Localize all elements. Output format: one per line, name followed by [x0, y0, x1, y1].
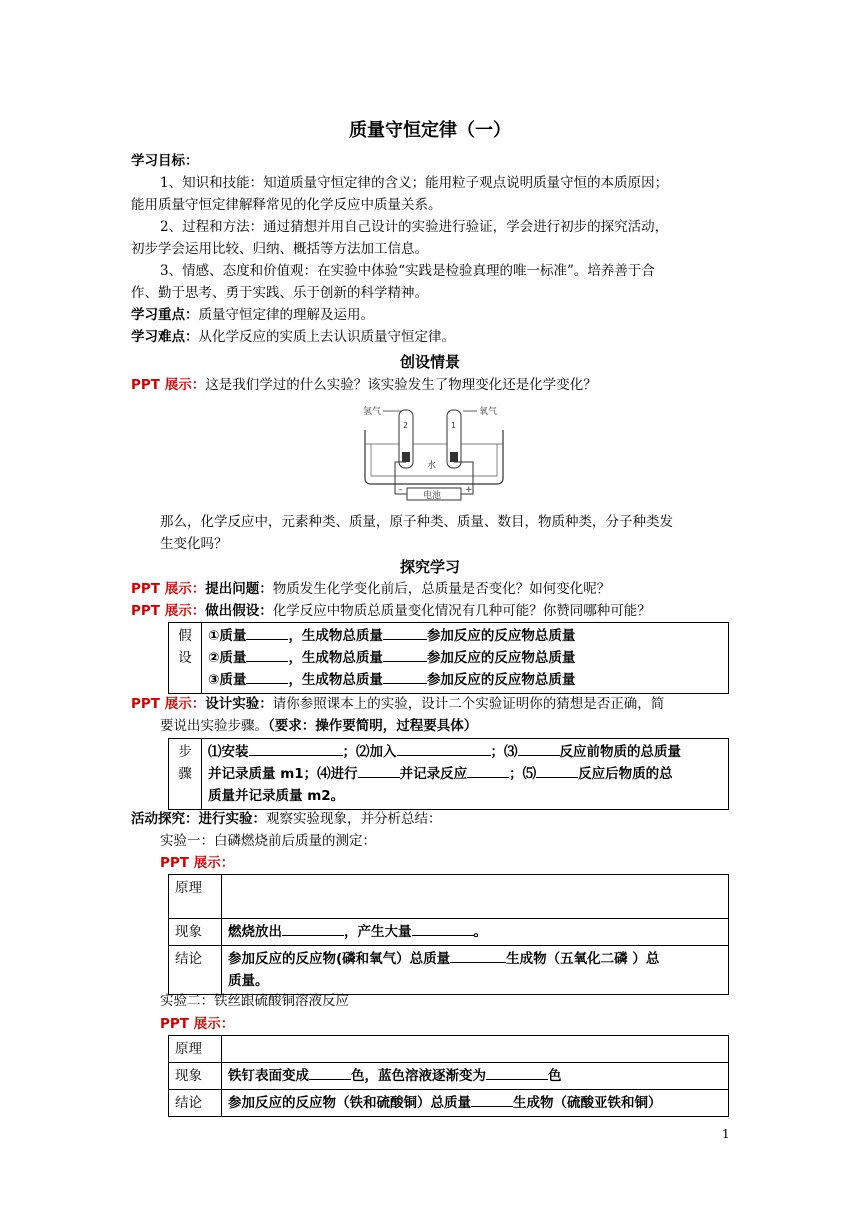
- exp2-phenomenon-cell: 铁钉表面变成 色，蓝色溶液逐渐变为 色: [222, 1063, 729, 1090]
- key-point: [131, 304, 731, 326]
- label-battery: 电池: [423, 491, 442, 501]
- tube-mark-right: 1: [451, 421, 457, 430]
- exp2-conclusion-cell: 参加反应的反应物（铁和硫酸铜）总质量 生成物（硫酸亚铁和铜）: [222, 1090, 729, 1117]
- steps-header: [169, 739, 202, 810]
- ppt-label: PPT 展示：: [131, 377, 206, 393]
- exp1-principle-label: 原理: [169, 875, 222, 919]
- difficult-point: [131, 326, 731, 348]
- design-requirement: （要求：操作要简明，过程要具体）: [268, 718, 478, 734]
- scene-question: [131, 374, 731, 396]
- exp2-conclusion-label: 结论: [169, 1090, 222, 1117]
- goal-1b: 能用质量守恒定律解释常见的化学反应中质量关系。: [131, 197, 442, 213]
- exp2-phenomenon-label: 现象: [169, 1063, 222, 1090]
- steps-table: [168, 738, 729, 810]
- difficult-point-text: 从化学反应的实质上去认识质量守恒定律。: [198, 329, 455, 345]
- blank-field[interactable]: [246, 625, 288, 640]
- hypothesis-text: 化学反应中物质总质量变化情况有几种可能？你赞同哪种可能？: [272, 603, 651, 619]
- goal-2a: 2、过程和方法：通过猜想并用自己设计的实验进行验证，学会进行初步的探究活动，: [160, 219, 669, 235]
- blank-field[interactable]: [309, 1065, 351, 1080]
- blank-field[interactable]: [397, 741, 491, 756]
- blank-field[interactable]: [383, 647, 427, 662]
- goal-1a: 1、知识和技能：知道质量守恒定律的含义；能用粒子观点说明质量守恒的本质原因；: [160, 175, 669, 191]
- blank-field[interactable]: [246, 669, 288, 684]
- blank-field[interactable]: [518, 741, 560, 756]
- exp1-conclusion-cell: 参加反应的反应物(磷和氧气）总质量 生成物（五氧化二磷 ）总 质量。: [222, 946, 729, 995]
- section-explore: 探究学习: [399, 558, 460, 576]
- header-char-1: 步: [178, 744, 192, 760]
- exp1-ppt-label: PPT 展示：: [160, 855, 235, 871]
- activity-line: [131, 808, 731, 830]
- label-hydrogen: 氢气: [363, 407, 382, 417]
- exp1-title: 实验一：白磷燃烧前后质量的测定：: [160, 833, 376, 849]
- design-text-2: 要说出实验步骤。: [160, 718, 268, 734]
- exp2-table: [168, 1035, 729, 1117]
- blank-field[interactable]: [358, 763, 400, 778]
- exp1-phenomenon-label: 现象: [169, 919, 222, 946]
- problem-text: 物质发生化学变化前后，总质量是否变化？如何变化呢？: [272, 581, 611, 597]
- exp1-phenomenon-cell: 燃烧放出 ，产生大量 。: [222, 919, 729, 946]
- key-point-text: 质量守恒定律的理解及运用。: [198, 307, 374, 323]
- header-char-2: 设: [178, 650, 192, 666]
- hypothesis-rows: [202, 623, 729, 694]
- page-title: 质量守恒定律（一）: [349, 120, 511, 141]
- design-line-2: [160, 715, 760, 737]
- header-char-2: 骤: [178, 766, 192, 782]
- blank-field[interactable]: [249, 741, 343, 756]
- tube-mark-left: 2: [403, 421, 409, 430]
- electrolysis-diagram: [355, 400, 513, 502]
- goal-2b: 初步学会运用比较、归纳、概括等方法加工信息。: [131, 241, 428, 257]
- blank-field[interactable]: [471, 1092, 513, 1107]
- exp1-table: [168, 874, 729, 995]
- label-water: 水: [427, 461, 437, 471]
- problem-line: [131, 578, 731, 600]
- goal-3b: 作、勤于思考、勇于实践、乐于创新的科学精神。: [131, 285, 428, 301]
- header-char-1: 假: [178, 628, 192, 644]
- page-number: 1: [722, 1127, 730, 1141]
- problem-label: 提出问题：: [205, 581, 273, 597]
- section-scene: 创设情景: [399, 353, 460, 371]
- ppt-label: PPT 展示：: [131, 603, 206, 619]
- difficult-point-label: 学习难点：: [131, 329, 199, 345]
- exp2-principle-cell[interactable]: [222, 1036, 729, 1063]
- hypothesis-line: [131, 600, 731, 622]
- steps-content: ⑴安装 ；⑵加入 ；⑶ 反应前物质的总质量 并记录质量 m1；⑷进行 并记录反应 ；⑸ 反应后物质的总 质量并记录质量 m2。: [202, 739, 729, 810]
- design-line: [131, 693, 731, 715]
- exp2-title: 实验二：铁丝跟硫酸铜溶液反应: [160, 993, 349, 1009]
- activity-label: 活动探究：进行实验：: [131, 811, 266, 827]
- blank-field[interactable]: [450, 948, 506, 963]
- scene-question-text: 这是我们学过的什么实验？该实验发生了物理变化还是化学变化？: [205, 377, 597, 393]
- blank-field[interactable]: [383, 625, 427, 640]
- hypothesis-row: ②质量 ，生成物总质量 参加反应的反应物总质量: [208, 647, 722, 669]
- activity-text: 观察实验现象，并分析总结：: [266, 811, 442, 827]
- blank-field[interactable]: [467, 763, 509, 778]
- hypothesis-table: [168, 622, 729, 694]
- goals-heading: 学习目标：: [131, 153, 199, 169]
- hypothesis-header: [169, 623, 202, 694]
- exp2-ppt-label: PPT 展示：: [160, 1016, 235, 1032]
- goal-3a: 3、情感、态度和价值观：在实验中体验“实践是检验真理的唯一标准”。培养善于合: [160, 263, 655, 279]
- label-oxygen: 氧气: [479, 407, 498, 417]
- blank-field[interactable]: [412, 921, 474, 936]
- scene-followup-b: 生变化吗？: [160, 536, 228, 552]
- exp2-principle-label: 原理: [169, 1036, 222, 1063]
- exp1-conclusion-label: 结论: [169, 946, 222, 995]
- ppt-label: PPT 展示：: [131, 696, 206, 712]
- key-point-label: 学习重点：: [131, 307, 199, 323]
- hypothesis-row: ③质量 ，生成物总质量 参加反应的反应物总质量: [208, 669, 722, 691]
- hypothesis-label: 做出假设：: [205, 603, 273, 619]
- blank-field[interactable]: [383, 669, 427, 684]
- hypothesis-row: ①质量 ，生成物总质量 参加反应的反应物总质量: [208, 625, 722, 647]
- blank-field[interactable]: [246, 647, 288, 662]
- design-text: 请你参照课本上的实验，设计二个实验证明你的猜想是否正确，简: [272, 696, 665, 712]
- minus-sign: -: [399, 485, 403, 495]
- exp1-principle-cell[interactable]: [222, 875, 729, 919]
- blank-field[interactable]: [536, 763, 578, 778]
- scene-followup-a: 那么，化学反应中，元素种类、质量，原子种类、质量、数目，物质种类，分子种类发: [160, 514, 673, 530]
- blank-field[interactable]: [486, 1065, 548, 1080]
- ppt-label: PPT 展示：: [131, 581, 206, 597]
- plus-sign: +: [465, 485, 473, 495]
- design-label: 设计实验：: [205, 696, 273, 712]
- blank-field[interactable]: [282, 921, 344, 936]
